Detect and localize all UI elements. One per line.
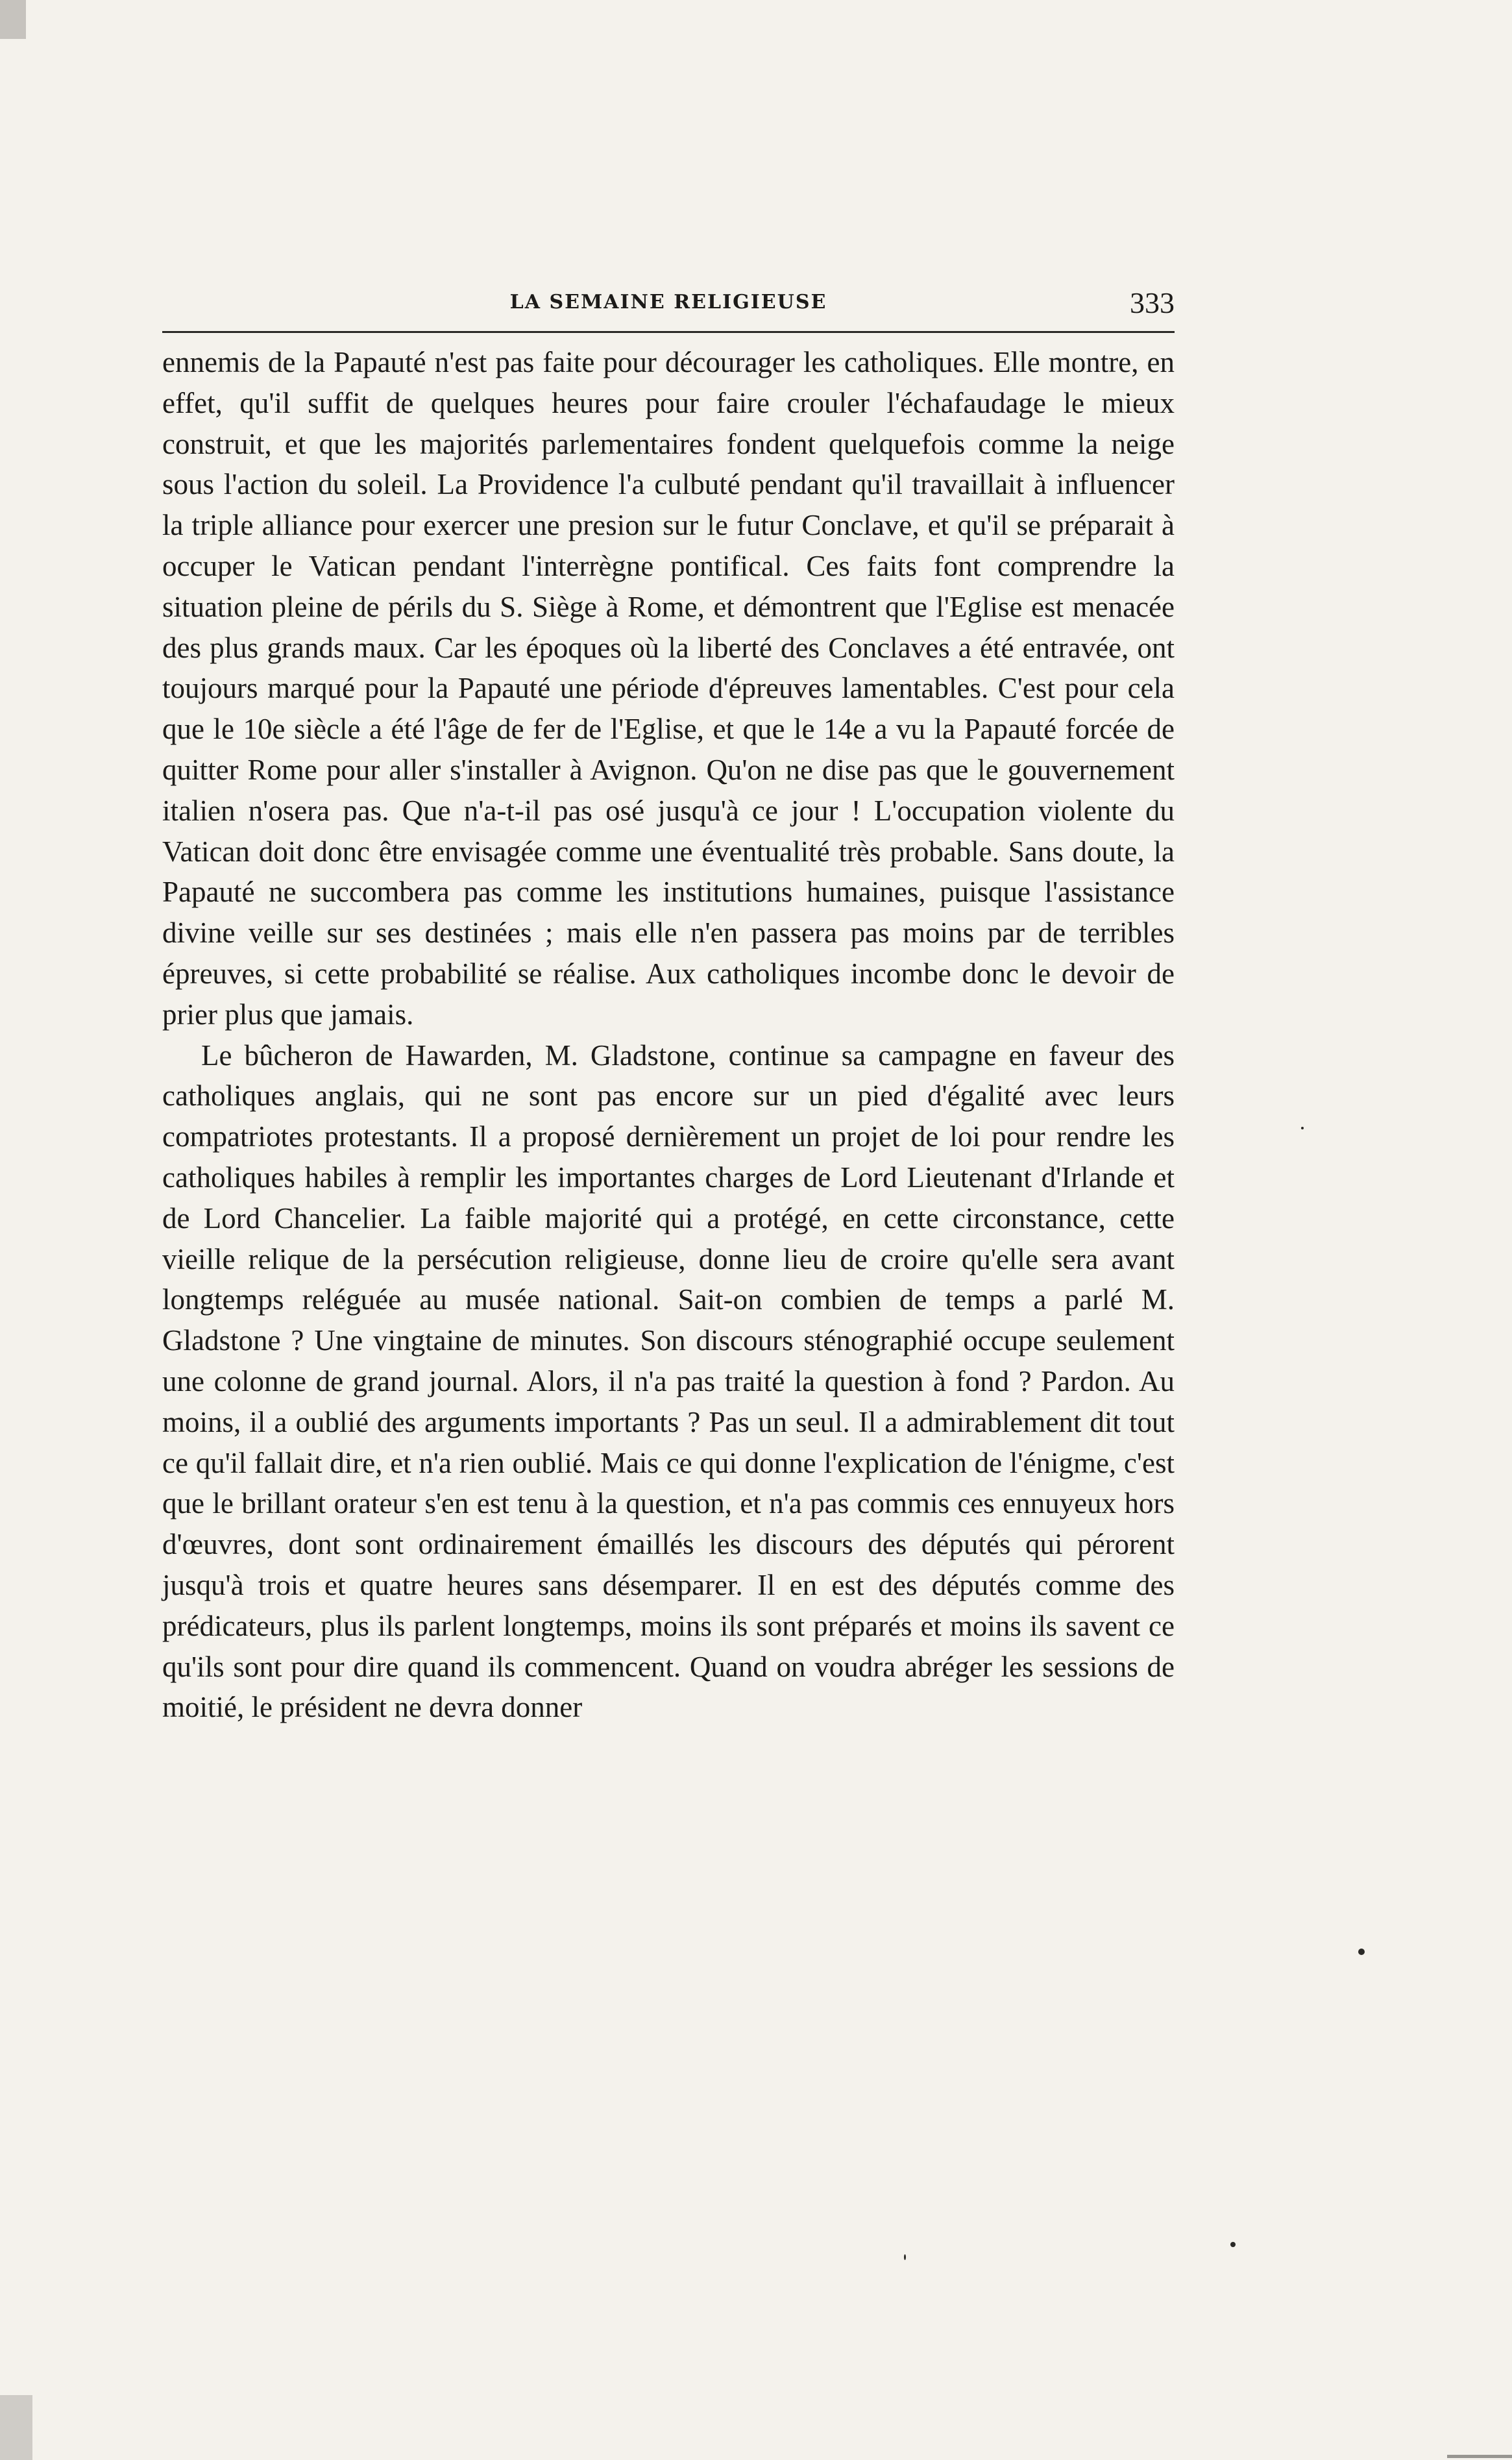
ink-speck — [1301, 1127, 1304, 1129]
page-header — [162, 286, 1175, 333]
paragraph-2: Le bûcheron de Hawarden, M. Gladstone, continue sa campagne en faveur des catholiques anglais, qui ne sont pas encore sur un pied d'égalité avec leurs compatriotes protestants. Il a proposé dernièrement un projet de loi pour rendre les catholiques habiles à remplir les importantes charges de Lord Lieutenant d'Irlande et de Lord Chancelier. La faible majorité qui a protégé, en cette circonstance, cette vieille relique de la persécution religieuse, donne lieu de croire qu'elle sera avant longtemps reléguée au musée national. Sait-on combien de temps a parlé M. Gladstone ? Une vingtaine de minutes. Son discours sténographié occupe seulement une colonne de grand journal. Alors, il n'a pas traité la question à fond ? Pardon. Au moins, il a oublié des arguments importants ? Pas un seul. Il a admirablement dit tout ce qu'il fallait dire, et n'a rien oublié. Mais ce qui donne l'explication de l'énigme, c'est que le brillant orateur s'en est tenu à la question, et n'a pas commis ces ennuyeux hors d'œuvres, dont sont ordinairement émaillés les discours des députés qui pérorent jusqu'à trois et quatre heures sans désemparer. Il en est des députés comme des prédicateurs, plus ils parlent longtemps, moins ils sont préparés et moins ils savent ce qu'ils sont pour dire quand ils commencent. Quand on voudra abréger les sessions de moitié, le président ne devra donner — [162, 1039, 1175, 1724]
scan-edge-mark-bottom-right — [1447, 2455, 1512, 2458]
ink-speck — [1230, 2242, 1236, 2247]
body-text — [162, 342, 1175, 1728]
page-number: 333 — [1130, 286, 1175, 319]
ink-speck — [1358, 1949, 1365, 1955]
document-page — [162, 286, 1175, 1728]
scan-edge-mark-bottom-left — [0, 2395, 32, 2460]
scan-edge-mark-top-left — [0, 0, 26, 39]
running-title: LA SEMAINE RELIGIEUSE — [509, 291, 827, 314]
paragraph-1: ennemis de la Papauté n'est pas faite pour décourager les catholiques. Elle montre, en effet, qu'il suffit de quelques heures pour faire crouler l'échafaudage le mieux construit, et que les majorités parlementaires fondent quelquefois comme la neige sous l'action du soleil. La Providence l'a culbuté pendant qu'il travaillait à influencer la triple alliance pour exercer une presion sur le futur Conclave, et qu'il se préparait à occuper le Vatican pendant l'interrègne pontifical. Ces faits font comprendre la situation pleine de périls du S. Siège à Rome, et démontrent que l'Eglise est menacée des plus grands maux. Car les époques où la liberté des Conclaves a été entravée, ont toujours marqué pour la Papauté une période d'épreuves lamentables. C'est pour cela que le 10e siècle a été l'âge de fer de l'Eglise, et que le 14e a vu la Papauté forcée de quitter Rome pour aller s'installer à Avignon. Qu'on ne dise pas que le gouvernement italien n'osera pas. Que n'a-t-il pas osé jusqu'à ce jour ! L'occupation violente du Vatican doit donc être envisagée comme une éventualité très probable. Sans doute, la Papauté ne succombera pas comme les institutions humaines, puisque l'assistance divine veille sur ses destinées ; mais elle n'en passera pas moins par de terribles épreuves, si cette probabilité se réalise. Aux catholiques incombe donc le devoir de prier plus que jamais. — [162, 346, 1175, 1031]
ink-speck — [904, 2254, 906, 2260]
